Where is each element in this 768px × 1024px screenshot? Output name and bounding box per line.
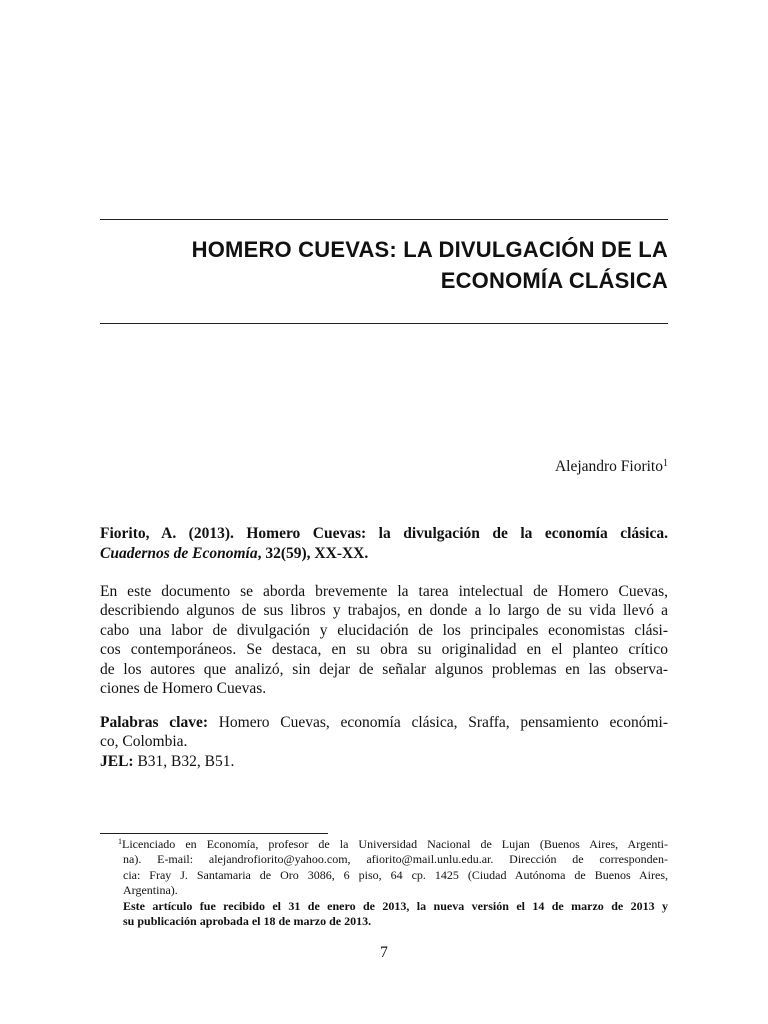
top-rule [100,219,668,220]
footnote-line-text: Licenciado en Economía, profesor de la Universidad Nacional de Lujan (Buenos Aires, Argenti- [122,837,668,851]
footnote-mark: 1 [118,837,122,846]
citation-line-1: Fiorito, A. (2013). Homero Cuevas: la divulgación de la economía clásica. [100,525,668,542]
jel-label: JEL: [100,752,134,770]
abstract-line: de los autores que analizó, sin dejar de señalar algunos problemas en las observa- [100,660,668,678]
abstract-line: describiendo algunos de sus libros y trabajos, en donde a lo largo de su vida llevó a [100,602,668,620]
title-line-2: ECONOMÍA CLÁSICA [440,268,668,293]
footnote-line: cia: Fray J. Santamaria de Oro 3086, 6 piso, 64 cp. 1425 (Ciudad Autónoma de Buenos Aires, [123,867,668,882]
citation [100,524,668,564]
title-line-1: HOMERO CUEVAS: LA DIVULGACIÓN DE LA [191,237,668,262]
author-footnote-mark[interactable]: 1 [663,458,668,469]
author [100,457,668,477]
citation-line-2 [100,544,668,564]
page-number: 7 [380,944,388,961]
jel-line [100,752,668,771]
keywords-block [100,713,668,771]
bottom-rule [100,323,668,324]
abstract-line: En este documento se aborda brevemente la tarea intelectual de Homero Cuevas, [100,583,668,600]
keywords-line-1 [100,713,668,732]
journal-name: Cuadernos de Economía [100,545,258,562]
footnote-line [100,837,668,852]
footnote-bold-line [100,914,668,929]
keywords-text-1: Homero Cuevas, economía clásica, Sraffa, pensamiento económi- [208,714,668,731]
abstract-line: cos contemporáneos. Se destaca, en su obra su originalidad en el planteo crítico [100,641,668,659]
abstract-line: cabo una labor de divulgación y elucidación de los principales economistas clási- [100,621,668,639]
keywords-label: Palabras clave: [100,714,209,731]
footnote-line: Argentina). [123,883,178,898]
footnote-line: na). E-mail: alejandrofiorito@yahoo.com, afiorito@mail.unlu.edu.ar. Dirección de corresponden- [123,852,668,867]
author-name: Alejandro Fiorito [554,458,663,475]
footnote-bold-text: Este artículo fue recibido el 31 de enero de 2013, la nueva versión el 14 de marzo de 2013 y [123,898,668,913]
footnote-rule [100,833,328,834]
abstract [100,582,668,698]
footnote [100,837,668,929]
footnote-bold-text: su publicación aprobada el 18 de marzo de 2013. [123,914,372,929]
citation-details: , 32(59), XX-XX. [257,545,369,562]
jel-codes: B31, B32, B51. [133,752,235,770]
keywords-text-2: co, Colombia. [100,733,188,751]
article-title [100,234,668,296]
footnote-bold-line [100,899,668,914]
abstract-line: ciones de Homero Cuevas. [100,680,267,698]
